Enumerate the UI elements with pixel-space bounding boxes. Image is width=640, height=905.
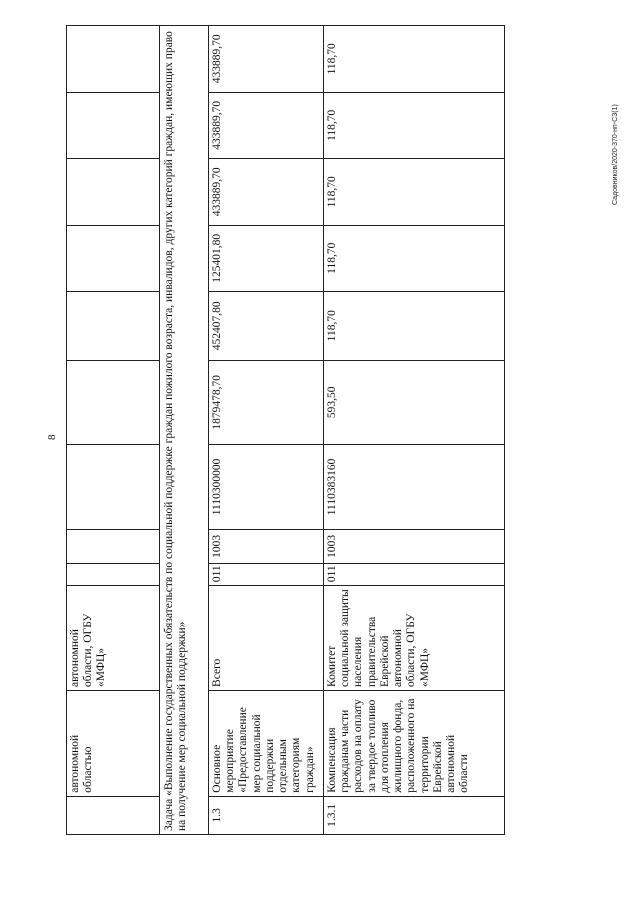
cell-year5: 118,70 [324, 26, 505, 93]
cell-name: автономной областью [67, 690, 160, 796]
cell-name: Компенсация гражданам части расходов на оплату за твердое топливо для отопления жилищного фонда, расположенного на территории Еврейской автономной области [324, 690, 505, 796]
cell-year5: 433889,70 [209, 26, 324, 93]
table-row [209, 26, 324, 835]
cell-year2: 118,70 [324, 225, 505, 291]
cell-executor: Всего [209, 586, 324, 691]
cell-total: 593,50 [324, 360, 505, 445]
cell-csr: 1110300000 [209, 445, 324, 530]
table-row [67, 26, 160, 835]
document-code: Садовников/2020-370-нп-СЗ(1) [612, 104, 619, 205]
cell-grbs: 011 [324, 564, 505, 586]
cell-year1: 452407,80 [209, 292, 324, 361]
cell-num: 1.3 [209, 796, 324, 834]
cell-num [67, 796, 160, 834]
cell-csr: 1110383160 [324, 445, 505, 530]
cell-executor: Комитет социальной защиты населения правительства Еврейской автономной области, ОГБУ «МФЦ» [324, 586, 505, 691]
cell-total: 1879478,70 [209, 360, 324, 445]
table-row [324, 26, 505, 835]
cell-executor: автономной области, ОГБУ «МФЦ» [67, 586, 160, 691]
cell-year2: 125401,80 [209, 225, 324, 291]
rotated-document [66, 25, 611, 835]
cell-year4: 433889,70 [209, 92, 324, 158]
program-table [66, 25, 505, 835]
cell-num: 1.3.1 [324, 796, 505, 834]
page-number: 8 [46, 434, 58, 440]
cell-name: Основное мероприятие «Предоставление мер социальной поддержки отдельным категориям граждан» [209, 690, 324, 796]
cell-rzpr: 1003 [209, 529, 324, 563]
cell-grbs: 011 [209, 564, 324, 586]
cell-year1: 118,70 [324, 292, 505, 361]
cell-year3: 433889,70 [209, 159, 324, 225]
cell-year3: 118,70 [324, 159, 505, 225]
table-row [160, 26, 209, 835]
task-heading: Задача «Выполнение государственных обязательств по социальной поддержке граждан пожилого возраста, инвалидов, других категорий граждан, имеющих право на получение мер социальной поддержки» [160, 26, 209, 835]
cell-year4: 118,70 [324, 92, 505, 158]
cell-rzpr: 1003 [324, 529, 505, 563]
